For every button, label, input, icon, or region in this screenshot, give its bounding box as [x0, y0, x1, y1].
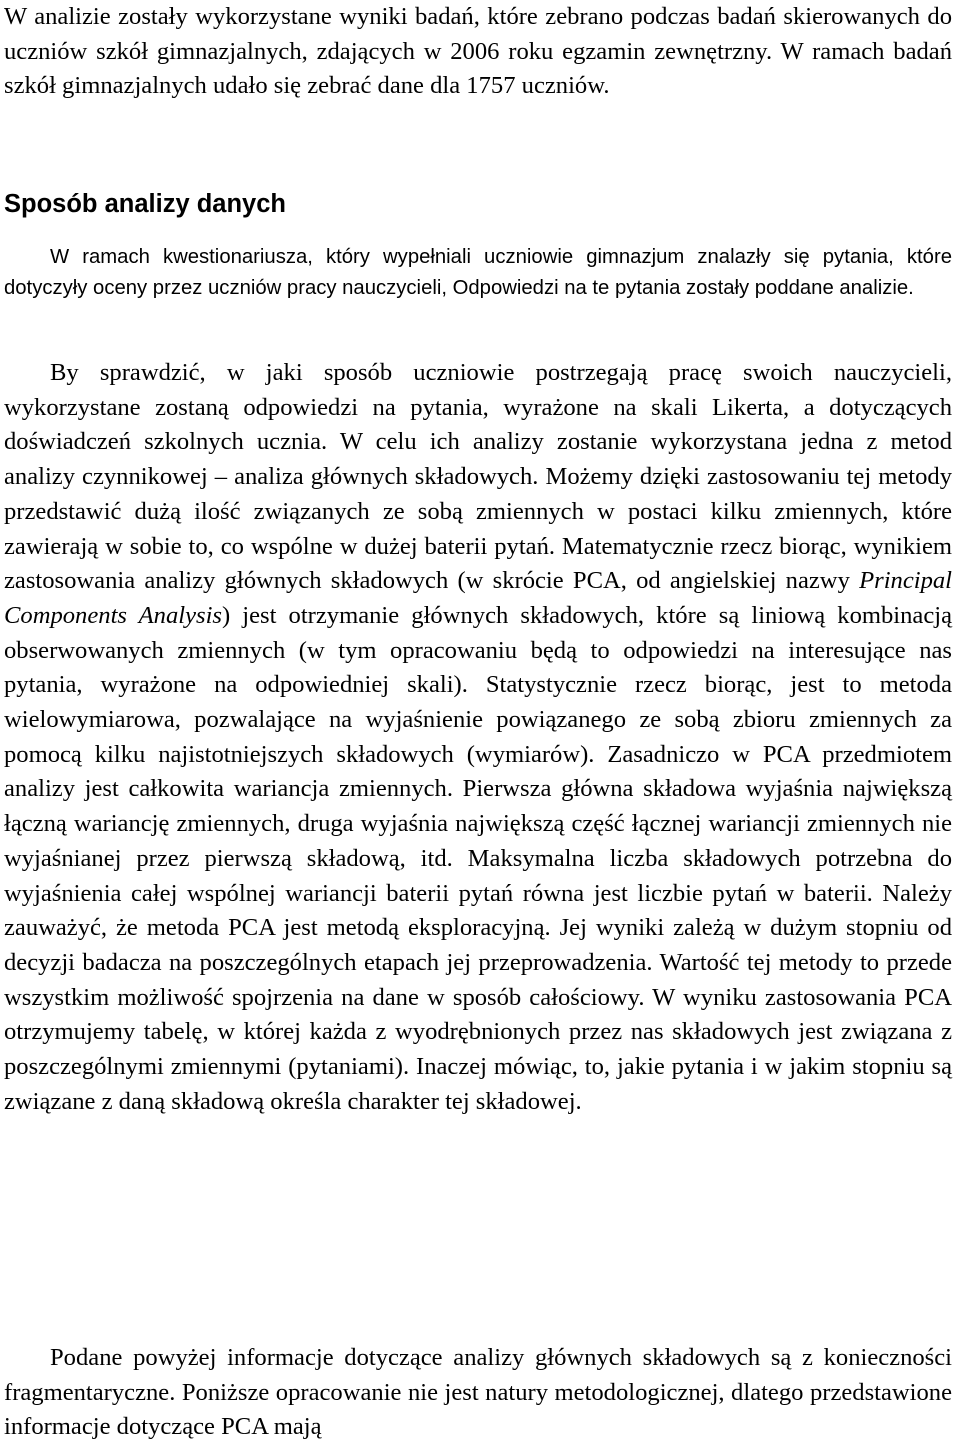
- paragraph-method: W ramach kwestionariusza, który wypełniali uczniowie gimnazjum znalazły się pytania, które dotyczyły oceny przez uczniów pracy nauczycieli, Odpowiedzi na te pytania zostały poddane analizie.: [4, 246, 952, 299]
- paragraph-pca-text-1: By sprawdzić, w jaki sposób uczniowie postrzegają pracę swoich nauczycieli, wykorzystane zostaną odpowiedzi na pytania, wyrażone na skali Likerta, a dotyczących doświadczeń szkolnych ucznia. W celu ich analizy zostanie wykorzystana jedna z metod analizy czynnikowej – analiza głównych składowych. Możemy dzięki zastosowaniu tej metody przedstawić dużą ilość związanych ze sobą zmiennych w postaci kilku zmiennych, które zawierają w sobie to, co wspólne w dużej baterii pytań. Matematycznie rzecz biorąc, wynikiem zastosowania analizy głównych składowych (w skrócie PCA, od angielskiej nazwy: [4, 359, 952, 595]
- paragraph-pca: [4, 356, 952, 1119]
- paragraph-pca-text-2: ) jest otrzymanie głównych składowych, które są liniową kombinacją obserwowanych zmiennych (w tym opracowaniu będą to odpowiedzi na interesujące nas pytania, wyrażone na odpowiedniej skali). Statystycznie rzecz biorąc, jest to metoda wielowymiarowa, pozwalające na wyjaśnienie powiązanego ze sobą zbioru zmiennych za pomocą kilku najistotniejszych składowych (wymiarów). Zasadniczo w PCA przedmiotem analizy jest całkowita wariancja zmiennych. Pierwsza główna składowa wyjaśnia największą łączną wariancję zmiennych, druga wyjaśnia największą część łącznej wariancji zmiennych nie wyjaśnianej przez pierwszą składową, itd. Maksymalna liczba składowych potrzebna do wyjaśnienia całej wspólnej wariancji baterii pytań równa jest liczbie pytań w baterii. Należy zauważyć, że metoda PCA jest metodą eksploracyjną. Jej wyniki zależą w dużym stopniu od decyzji badacza na poszczególnych etapach jej przeprowadzenia. Wartość tej metody to przede wszystkim możliwość spojrzenia na dane w sposób całościowy. W wyniku zastosowania PCA otrzymujemy tabelę, w której każda z wyodrębnionych przez nas składowych jest związana z poszczególnymi zmiennymi (pytaniami). Inaczej mówiąc, to, jakie pytania i w jakim stopniu są związane z daną składową określa charakter tej składowej.: [4, 601, 953, 1115]
- paragraph-intro: W analizie zostały wykorzystane wyniki badań, które zebrano podczas badań skierowanych do uczniów szkół gimnazjalnych, zdających w 2006 roku egzamin zewnętrzny. W ramach badań szkół gimnazjalnych udało się zebrać dane dla 1757 uczniów.: [4, 3, 952, 100]
- section-heading: Sposób analizy danych: [4, 190, 286, 218]
- italic-term: Principal Components Analysis: [4, 567, 952, 629]
- paragraph-closing: Podane powyżej informacje dotyczące analizy głównych składowych są z konieczności fragmentaryczne. Poniższe opracowanie nie jest natury metodologicznej, dlatego przedstawione informacje dotyczące PCA mają: [4, 1344, 952, 1441]
